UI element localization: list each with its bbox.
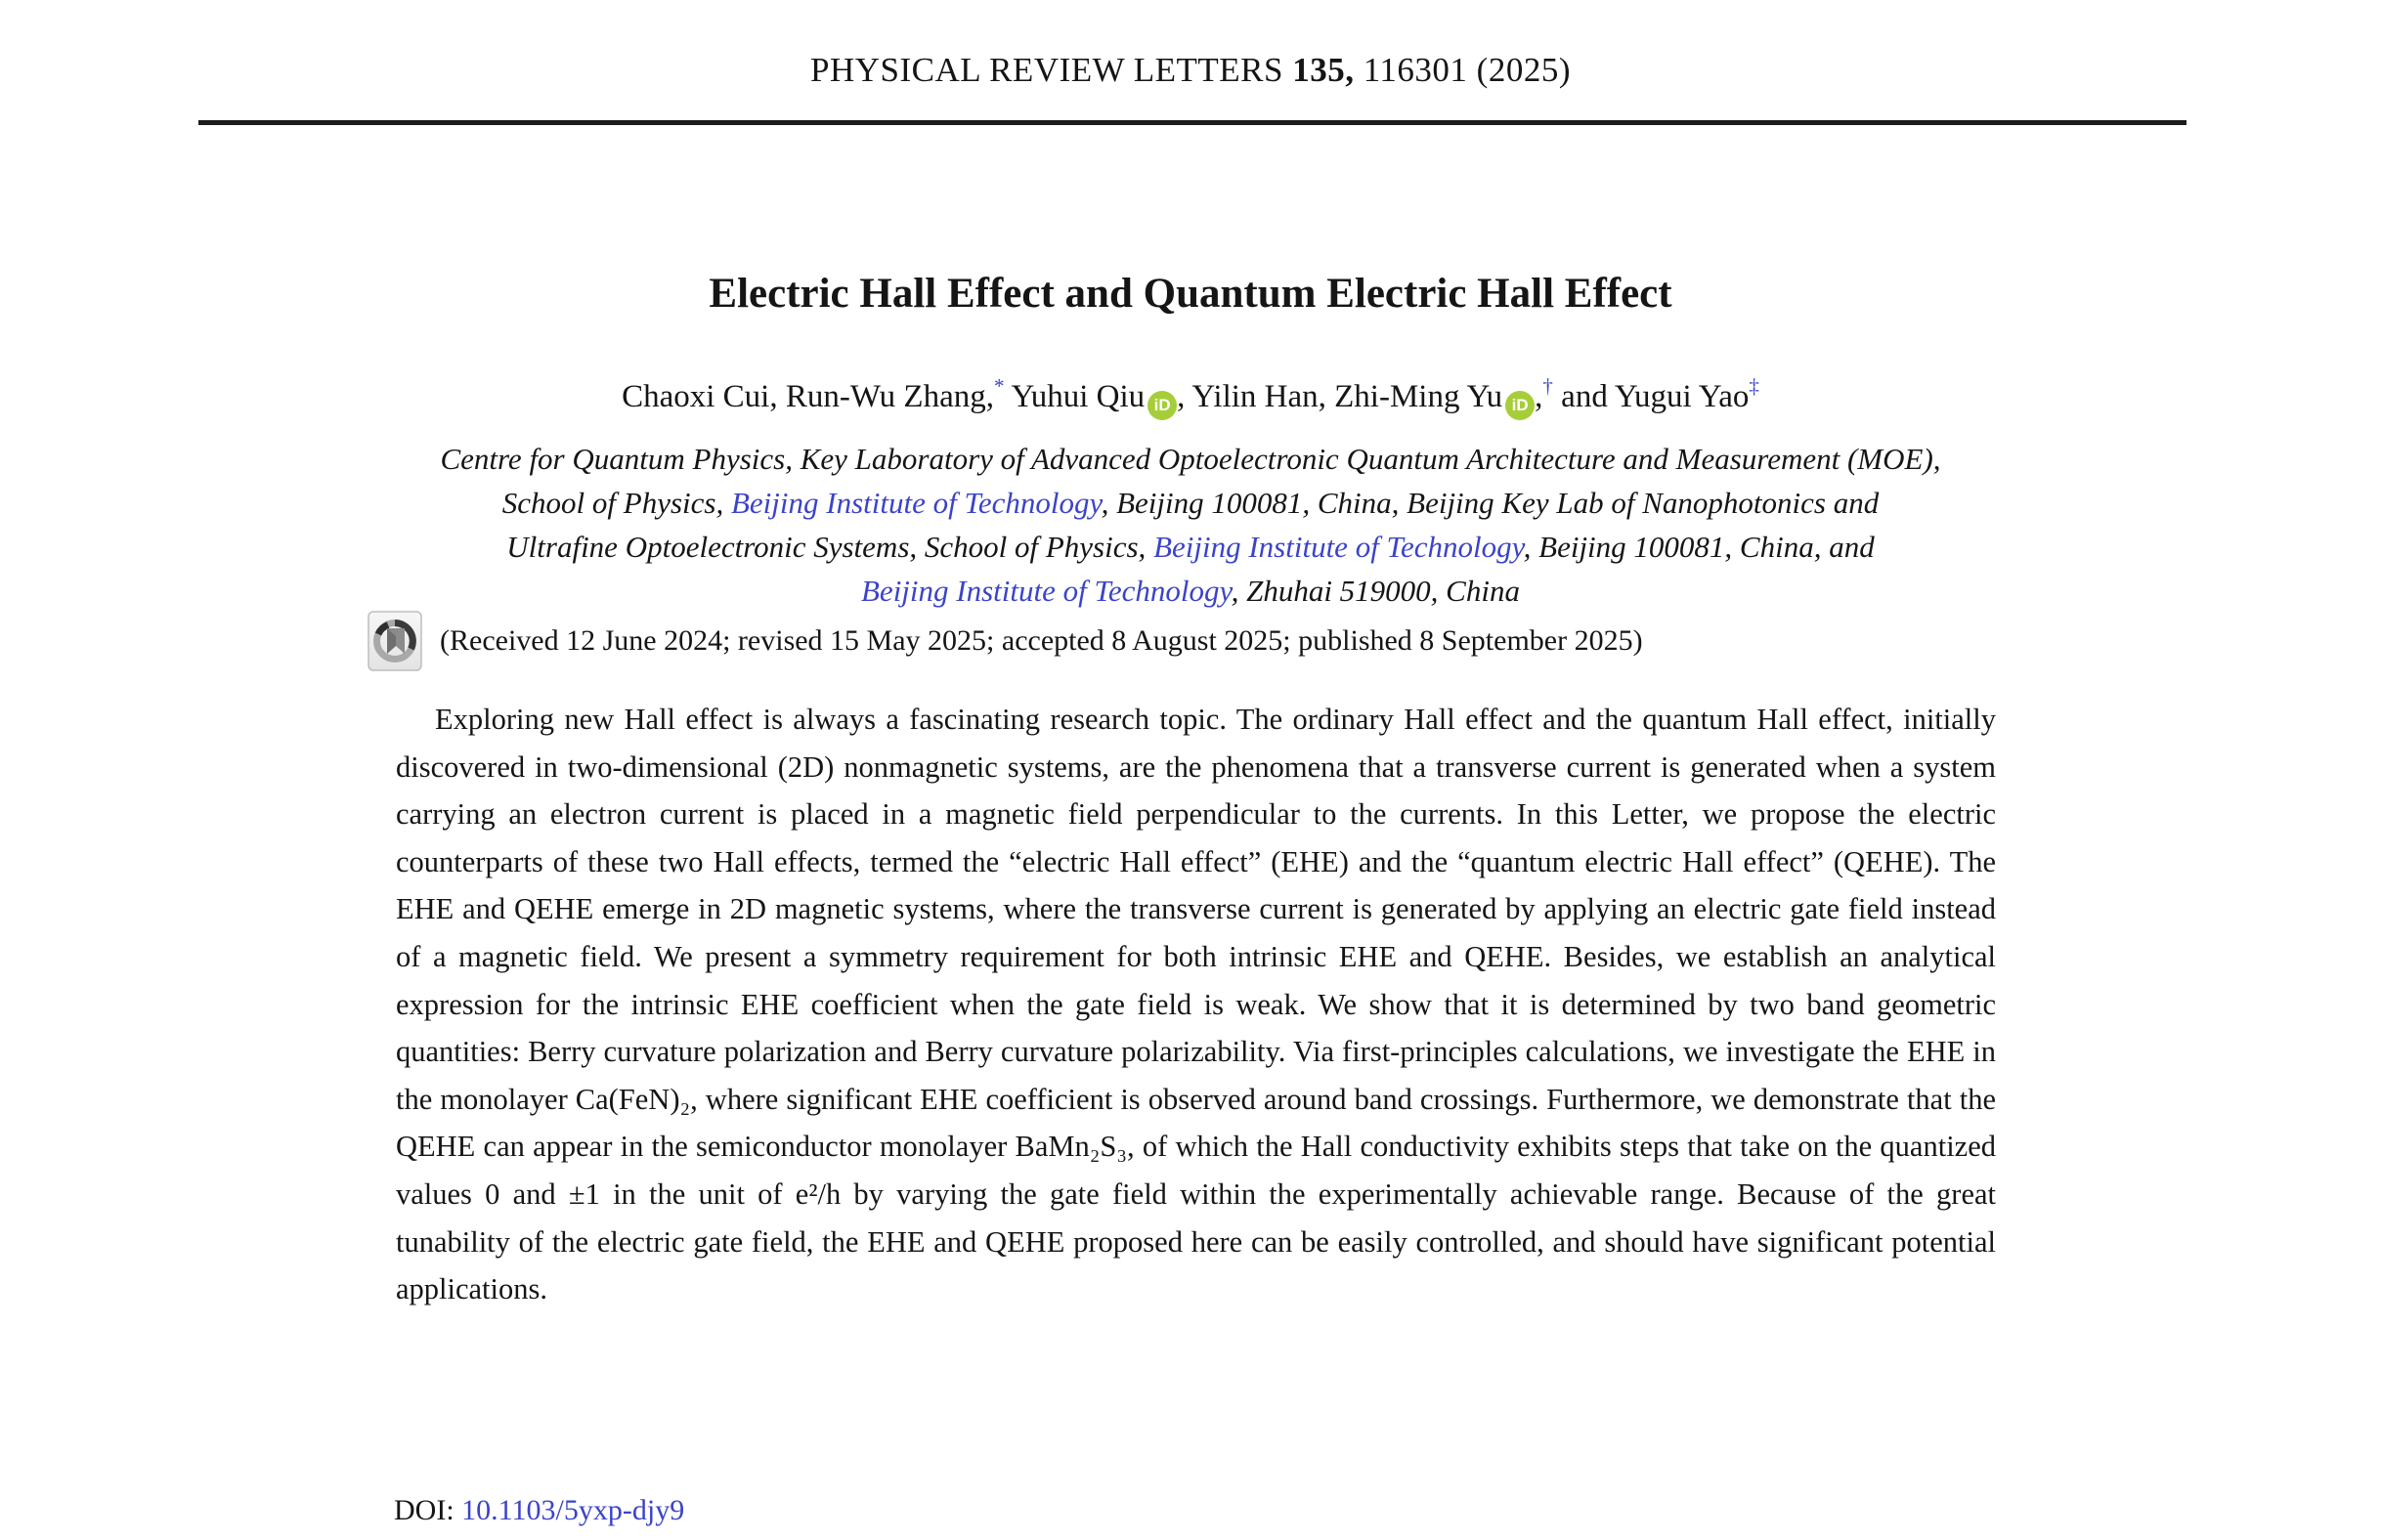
affiliation-line	[0, 569, 2381, 613]
author-separator: ,	[1177, 379, 1186, 414]
journal-name: PHYSICAL REVIEW LETTERS	[810, 51, 1283, 89]
journal-header	[0, 51, 2381, 90]
affiliation-text: , Beijing 100081, China, and	[1523, 530, 1875, 564]
article-history-row	[368, 611, 1643, 671]
doi-line	[394, 1494, 684, 1527]
orcid-icon[interactable]: iD	[1505, 391, 1535, 420]
affiliation-text: Centre for Quantum Physics, Key Laboratory of Advanced Optoelectronic Quantum Architecture and Measurement (MOE),	[440, 442, 1941, 476]
author-separator: ,	[1535, 379, 1543, 414]
orcid-icon[interactable]: iD	[1147, 391, 1177, 420]
header-rule	[198, 120, 2186, 125]
author-names: Yilin Han, Zhi-Ming Yu	[1191, 379, 1503, 414]
doi-link[interactable]: 10.1103/5yxp-djy9	[461, 1494, 685, 1526]
crossmark-update-icon[interactable]	[368, 611, 422, 671]
abstract-text: Exploring new Hall effect is always a fascinating research topic. The ordinary Hall effect and the quantum Hall effect, initially discovered in two-dimensional (2D) nonmagnetic systems, are the phenomena that a transverse current is generated when a system carrying an electron current is placed in a magnetic field perpendicular to the currents. In this Letter, we propose the electric counterparts of these two Hall effects, termed the “electric Hall effect” (EHE) and the “quantum electric Hall effect” (QEHE). The EHE and QEHE emerge in 2D magnetic systems, where the transverse current is generated by applying an electric gate field instead of a magnetic field. We present a symmetry requirement for both intrinsic EHE and QEHE. Besides, we establish an analytical expression for the intrinsic EHE coefficient when the gate field is weak. We show that it is determined by two band geometric quantities: Berry curvature polarization and Berry curvature polarizability. Via first-principles calculations, we investigate the EHE in the monolayer Ca(FeN)₂, where significant EHE coefficient is observed around band crossings. Furthermore, we demonstrate that the QEHE can appear in the semiconductor monolayer BaMn₂S₃, of which the Hall conductivity exhibits steps that take on the quantized values 0 and ±1 in the unit of e²/h by varying the gate field within the experimentally achievable range. Because of the great tunability of the electric gate field, the EHE and QEHE proposed here can be easily controlled, and should have significant potential applications.	[396, 703, 1996, 1306]
journal-article-info: 116301 (2025)	[1363, 51, 1571, 89]
received-dates-text: (Received 12 June 2024; revised 15 May 2025; accepted 8 August 2025; published 8 September 2025)	[440, 624, 1643, 657]
affiliation-line	[0, 481, 2381, 525]
footnote-double-dagger-link[interactable]: ‡	[1749, 374, 1759, 398]
institution-link[interactable]: Beijing Institute of Technology	[861, 574, 1232, 608]
author-line	[0, 374, 2381, 420]
author-names: Yuhui Qiu	[1011, 379, 1146, 414]
affiliation-text: , Zhuhai 519000, China	[1231, 574, 1520, 608]
affiliation-line	[0, 525, 2381, 569]
doi-label: DOI:	[394, 1494, 455, 1526]
author-names: and Yugui Yao	[1561, 379, 1750, 414]
affiliations-block	[0, 437, 2381, 613]
page-title: Electric Hall Effect and Quantum Electric Hall Effect	[709, 271, 1672, 317]
footnote-dagger-link[interactable]: †	[1542, 374, 1553, 398]
affiliation-text: School of Physics,	[501, 486, 731, 520]
affiliation-text: Ultrafine Optoelectronic Systems, School of Physics,	[506, 530, 1154, 564]
institution-link[interactable]: Beijing Institute of Technology	[730, 486, 1102, 520]
footnote-asterisk-link[interactable]: *	[993, 374, 1005, 398]
affiliation-text: , Beijing 100081, China, Beijing Key Lab of Nanophotonics and	[1101, 486, 1880, 520]
affiliation-line	[0, 437, 2381, 481]
author-names: Chaoxi Cui, Run-Wu Zhang,	[622, 379, 994, 414]
institution-link[interactable]: Beijing Institute of Technology	[1153, 530, 1524, 564]
journal-volume: 135,	[1292, 51, 1355, 89]
